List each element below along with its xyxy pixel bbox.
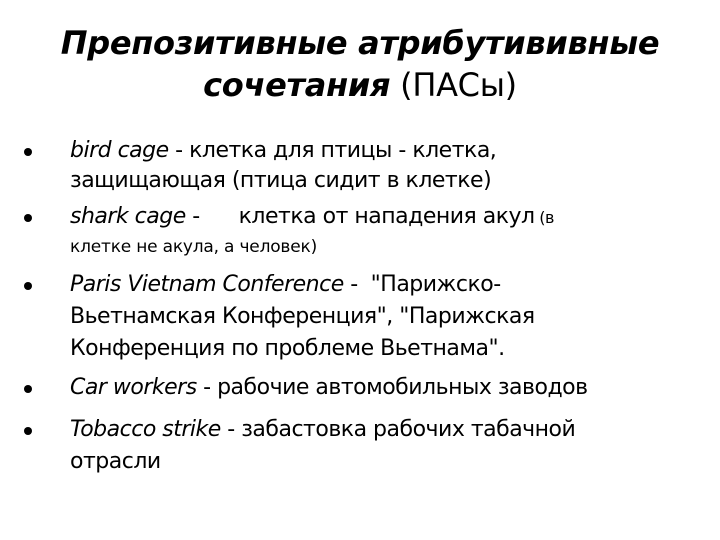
item-line <box>70 270 501 300</box>
item-text: - "Парижско- <box>343 272 501 297</box>
item-line: Вьетнамская Конференция", "Парижская <box>70 304 535 329</box>
bullet-icon <box>24 427 32 435</box>
item-term: bird cage <box>70 138 169 163</box>
item-line <box>70 415 575 445</box>
title-line-2-rest: (ПАСы) <box>390 66 517 104</box>
item-line: клетке не акула, а человек) <box>70 237 318 257</box>
item-term: Tobacco strike <box>70 417 221 442</box>
bullet-icon <box>24 214 32 222</box>
item-text-small: (в <box>534 208 554 227</box>
item-text: - клетка для птицы - клетка, <box>168 138 497 163</box>
item-text: - клетка от нападения акул <box>185 204 535 229</box>
item-line: отрасли <box>70 449 161 474</box>
item-line: Конференция по проблеме Вьетнама". <box>70 336 505 361</box>
title-line-1: Препозитивные атрибутививные <box>60 24 660 62</box>
bullet-icon <box>24 148 32 156</box>
item-text: - забастовка рабочих табачной <box>220 417 576 442</box>
bullet-icon <box>24 385 32 393</box>
item-text: - рабочие автомобильных заводов <box>196 375 588 400</box>
bullet-icon <box>24 282 32 290</box>
item-term: shark cage <box>70 204 186 229</box>
item-line <box>70 202 554 233</box>
item-line <box>70 373 588 403</box>
item-term: Paris Vietnam Conference <box>70 272 344 297</box>
item-line <box>70 136 496 166</box>
item-term: Car workers <box>70 375 197 400</box>
item-line: защищающая (птица сидит в клетке) <box>70 168 492 193</box>
title-line-2-italic: сочетания <box>203 66 391 104</box>
